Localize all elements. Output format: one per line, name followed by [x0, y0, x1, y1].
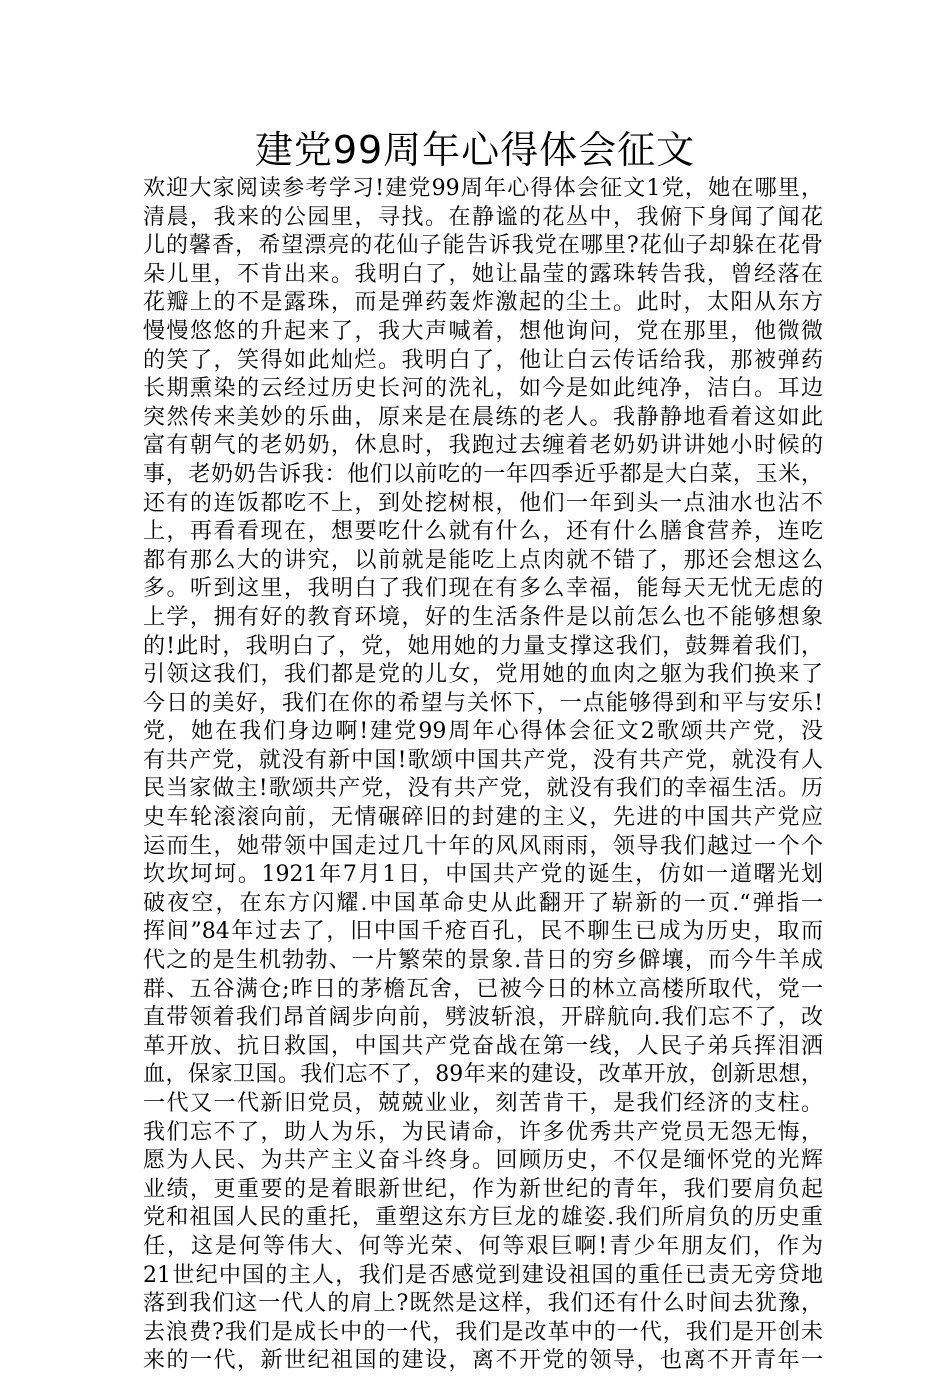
body-line: 革开放、抗日救国，中国共产党奋战在第一线，人民子弟兵挥泪洒 — [143, 1033, 823, 1059]
body-line: 坎坎坷坷。1921年7月1日，中国共产党的诞生，仿如一道曙光划 — [143, 862, 823, 888]
body-line: 来的一代，新世纪祖国的建设，离不开党的领导，也离不开青年一 — [143, 1348, 823, 1374]
body-line: 花瓣上的不是露珠，而是弹药轰炸激起的尘土。此时，太阳从东方 — [143, 290, 823, 316]
body-line: 任，这是何等伟大、何等光荣、何等艰巨啊!青少年朋友们，作为 — [143, 1233, 823, 1259]
body-line: 长期熏染的云经过历史长河的洗礼，如今是如此纯净，洁白。耳边 — [143, 376, 823, 402]
body-line: 都有那么大的讲究，以前就是能吃上点肉就不错了，那还会想这么 — [143, 547, 823, 573]
body-line: 愿为人民、为共产主义奋斗终身。回顾历史，不仅是缅怀党的光辉 — [143, 1148, 823, 1174]
body-line: 运而生，她带领中国走过几十年的风风雨雨，领导我们越过一个个 — [143, 833, 823, 859]
body-line: 群、五谷满仓;昨日的茅檐瓦舍，已被今日的林立高楼所取代，党一 — [143, 976, 823, 1002]
body-line: 血，保家卫国。我们忘不了，89年来的建设，改革开放，创新思想， — [143, 1062, 823, 1088]
body-line: 我们忘不了，助人为乐，为民请命，许多优秀共产党员无怨无悔， — [143, 1119, 823, 1145]
body-line: 上，再看看现在，想要吃什么就有什么，还有什么膳食营养，连吃 — [143, 519, 823, 545]
body-line: 还有的连饭都吃不上，到处挖树根，他们一年到头一点油水也沾不 — [143, 490, 823, 516]
body-line: 的!此时，我明白了，党，她用她的力量支撑这我们，鼓舞着我们， — [143, 633, 823, 659]
body-line: 富有朝气的老奶奶，休息时，我跑过去缠着老奶奶讲讲她小时候的 — [143, 433, 823, 459]
body-line: 党，她在我们身边啊!建党99周年心得体会征文2歌颂共产党，没 — [143, 719, 823, 745]
body-line: 一代又一代新旧党员，兢兢业业，刻苦肯干，是我们经济的支柱。 — [143, 1091, 823, 1116]
body-line: 业绩，更重要的是着眼新世纪，作为新世纪的青年，我们要肩负起 — [143, 1176, 823, 1202]
body-line: 史车轮滚滚向前，无情碾碎旧的封建的主义，先进的中国共产党应 — [143, 805, 823, 831]
body-line: 事，老奶奶告诉我：他们以前吃的一年四季近乎都是大白菜，玉米， — [143, 461, 823, 487]
body-line: 的笑了，笑得如此灿烂。我明白了，他让白云传话给我，那被弹药 — [143, 347, 823, 373]
body-line: 朵儿里，不肯出来。我明白了，她让晶莹的露珠转告我，曾经落在 — [143, 261, 823, 287]
body-line: 欢迎大家阅读参考学习!建党99周年心得体会征文1党，她在哪里， — [143, 176, 823, 201]
document-title: 建党99周年心得体会征文 — [254, 128, 696, 172]
body-line: 去浪费?我们是成长中的一代，我们是改革中的一代，我们是开创未 — [143, 1319, 823, 1345]
body-line: 21世纪中国的主人，我们是否感觉到建设祖国的重任已责无旁贷地 — [143, 1262, 823, 1288]
body-line: 引领这我们，我们都是党的儿女，党用她的血肉之躯为我们换来了 — [143, 662, 823, 688]
body-line: 慢慢悠悠的升起来了，我大声喊着，想他询问，党在那里，他微微 — [143, 318, 823, 344]
body-line: 儿的馨香，希望漂亮的花仙子能告诉我党在哪里?花仙子却躲在花骨 — [143, 233, 823, 259]
document-body — [143, 175, 823, 1376]
body-line: 有共产党，就没有新中国!歌颂中国共产党，没有共产党，就没有人 — [143, 747, 823, 773]
body-line: 直带领着我们昂首阔步向前，劈波斩浪，开辟航向.我们忘不了，改 — [143, 1005, 823, 1031]
body-line: 代之的是生机勃勃、一片繁荣的景象.昔日的穷乡僻壤，而今牛羊成 — [143, 948, 823, 974]
body-line: 今日的美好，我们在你的希望与关怀下，一点能够得到和平与安乐! — [143, 690, 823, 716]
body-line: 民当家做主!歌颂共产党，没有共产党，就没有我们的幸福生活。历 — [143, 776, 823, 802]
body-line: 挥间”84年过去了，旧中国千疮百孔，民不聊生已成为历史，取而 — [143, 919, 823, 945]
body-line: 上学，拥有好的教育环境，好的生活条件是以前怎么也不能够想象 — [143, 604, 823, 630]
body-line: 多。听到这里，我明白了我们现在有多么幸福，能每天无忧无虑的 — [143, 576, 823, 602]
body-line: 突然传来美妙的乐曲，原来是在晨练的老人。我静静地看着这如此 — [143, 404, 823, 430]
body-line: 党和祖国人民的重托，重塑这东方巨龙的雄姿.我们所肩负的历史重 — [143, 1205, 823, 1231]
body-line: 清晨，我来的公园里，寻找。在静谧的花丛中，我俯下身闻了闻花 — [143, 204, 823, 230]
body-line: 破夜空，在东方闪耀.中国革命史从此翻开了崭新的一页.“弹指一 — [143, 890, 823, 916]
body-line: 落到我们这一代人的肩上?既然是这样，我们还有什么时间去犹豫， — [143, 1291, 823, 1317]
